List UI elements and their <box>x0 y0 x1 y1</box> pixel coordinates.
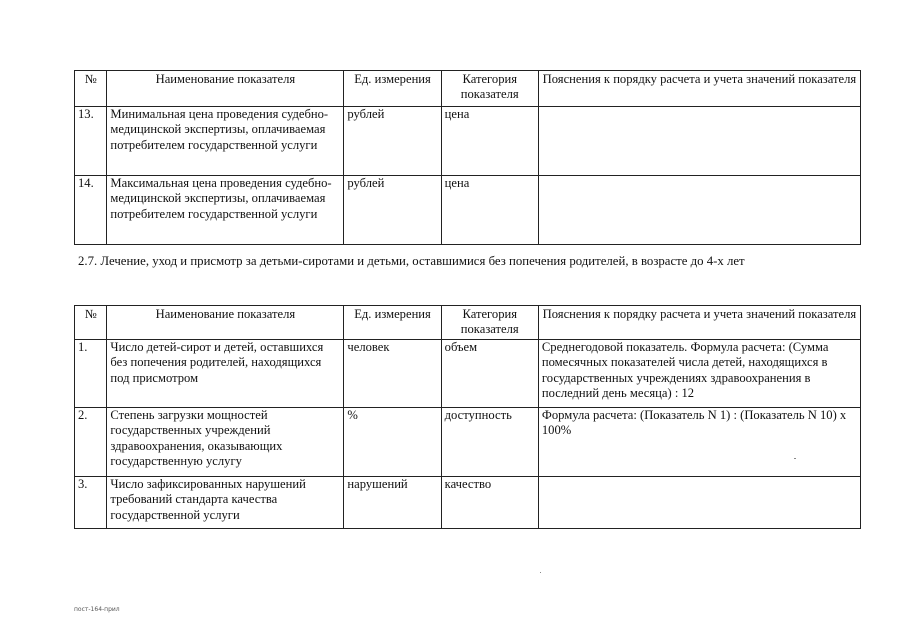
row-unit: рублей <box>344 176 441 245</box>
row-unit: человек <box>344 340 441 408</box>
table-row <box>75 340 861 408</box>
row-category: качество <box>441 477 538 529</box>
row-num: 1. <box>75 340 107 408</box>
row-notes: Среднегодовой показатель. Формула расчета: (Сумма помесячных показателей числа детей, находящихся в государственных учреждениях здравоохранения в последний день месяца) : 12 <box>538 340 860 408</box>
table-header-row <box>75 71 861 107</box>
header-notes: Пояснения к порядку расчета и учета значений показателя <box>538 306 860 340</box>
row-num: 14. <box>75 176 107 245</box>
row-unit: рублей <box>344 107 441 176</box>
table-row <box>75 107 861 176</box>
row-category: объем <box>441 340 538 408</box>
row-num: 2. <box>75 408 107 477</box>
header-num: № <box>75 306 107 340</box>
row-name: Минимальная цена проведения судебно-медицинской экспертизы, оплачиваемая потребителем государственной услуги <box>107 107 344 176</box>
header-category: Категория показателя <box>441 306 538 340</box>
header-notes: Пояснения к порядку расчета и учета значений показателя <box>538 71 860 107</box>
row-num: 13. <box>75 107 107 176</box>
header-unit: Ед. измерения <box>344 306 441 340</box>
scan-speck <box>794 458 796 459</box>
row-unit: % <box>344 408 441 477</box>
table-row <box>75 176 861 245</box>
row-notes <box>538 107 860 176</box>
row-name: Степень загрузки мощностей государственных учреждений здравоохранения, оказывающих государственную услугу <box>107 408 344 477</box>
row-category: доступность <box>441 408 538 477</box>
header-num: № <box>75 71 107 107</box>
header-category: Категория показателя <box>441 71 538 107</box>
scan-speck <box>540 572 541 573</box>
table-row <box>75 477 861 529</box>
row-name: Число детей-сирот и детей, оставшихся без попечения родителей, находящихся под присмотром <box>107 340 344 408</box>
row-name: Максимальная цена проведения судебно-медицинской экспертизы, оплачиваемая потребителем государственной услуги <box>107 176 344 245</box>
row-category: цена <box>441 176 538 245</box>
footer-filename: пост-164-прил <box>74 606 120 613</box>
row-notes <box>538 477 860 529</box>
row-name: Число зафиксированных нарушений требований стандарта качества государственной услуги <box>107 477 344 529</box>
header-name: Наименование показателя <box>107 71 344 107</box>
header-unit: Ед. измерения <box>344 71 441 107</box>
row-num: 3. <box>75 477 107 529</box>
table-header-row <box>75 306 861 340</box>
section-title: 2.7. Лечение, уход и присмотр за детьми-сиротами и детьми, оставшимися без попечения родителей, в возрасте до 4-х лет <box>78 254 745 268</box>
table-row <box>75 408 861 477</box>
row-category: цена <box>441 107 538 176</box>
row-notes: Формула расчета: (Показатель N 1) : (Показатель N 10) х 100% <box>538 408 860 477</box>
indicators-table-2 <box>74 305 861 529</box>
row-notes <box>538 176 860 245</box>
header-name: Наименование показателя <box>107 306 344 340</box>
row-unit: нарушений <box>344 477 441 529</box>
indicators-table-1 <box>74 70 861 245</box>
